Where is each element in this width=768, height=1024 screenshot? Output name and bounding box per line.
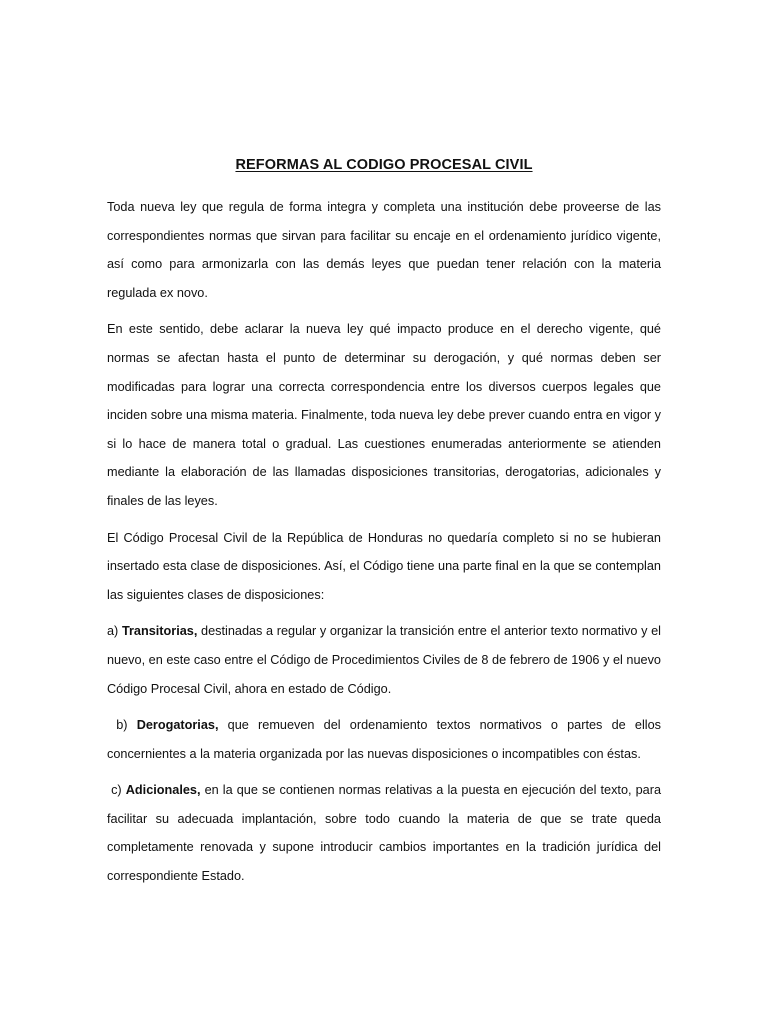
- item-text: destinadas a regular y organizar la transición entre el anterior texto normativo y el nuevo, en este caso entre el Código de Procedimientos Civiles de 8 de febrero de 1906 y el nuevo Código Procesal Civil, ahora en estado de Código.: [107, 624, 661, 696]
- item-term: Derogatorias,: [136, 718, 219, 733]
- item-term: Adicionales,: [125, 783, 201, 798]
- item-marker: a): [107, 624, 122, 639]
- list-item-transitorias: [107, 617, 661, 703]
- document-body: [107, 193, 661, 891]
- item-text: que remueven del ordenamiento textos normativos o partes de ellos concernientes a la materia organizada por las nuevas disposiciones o incompatibles con éstas.: [107, 718, 661, 761]
- paragraph-intro: Toda nueva ley que regula de forma integra y completa una institución debe proveerse de las correspondientes normas que sirvan para facilitar su encaje en el ordenamiento jurídico vigente, así como para armonizarla con las demás leyes que puedan tener relación con la materia regulada ex novo.: [107, 200, 661, 300]
- item-text: en la que se contienen normas relativas a la puesta en ejecución del texto, para facilitar su adecuada implantación, sobre todo cuando la materia de que se trate queda completamente renovada y supone introducir cambios importantes en la tradición jurídica del correspondiente Estado.: [107, 783, 661, 884]
- list-item-derogatorias: [107, 711, 661, 768]
- paragraph-context: En este sentido, debe aclarar la nueva ley qué impacto produce en el derecho vigente, qué normas se afectan hasta el punto de determinar su derogación, y qué normas deben ser modificadas para lograr una correcta correspondencia entre los diversos cuerpos legales que inciden sobre una misma materia. Finalmente, toda nueva ley debe prever cuando entra en vigor y si lo hace de manera total o gradual. Las cuestiones enumeradas anteriormente se atienden mediante la elaboración de las llamadas disposiciones transitorias, derogatorias, adicionales y finales de las leyes.: [107, 322, 661, 508]
- list-item-adicionales: [107, 776, 661, 890]
- item-marker: b): [107, 718, 137, 733]
- paragraph-code: El Código Procesal Civil de la República de Honduras no quedaría completo si no se hubieran insertado esta clase de disposiciones. Así, el Código tiene una parte final en la que se contemplan las siguientes clases de disposiciones:: [107, 530, 661, 602]
- item-term: Transitorias,: [121, 624, 198, 639]
- document-title: REFORMAS AL CODIGO PROCESAL CIVIL: [235, 157, 533, 173]
- item-marker: c): [107, 783, 126, 798]
